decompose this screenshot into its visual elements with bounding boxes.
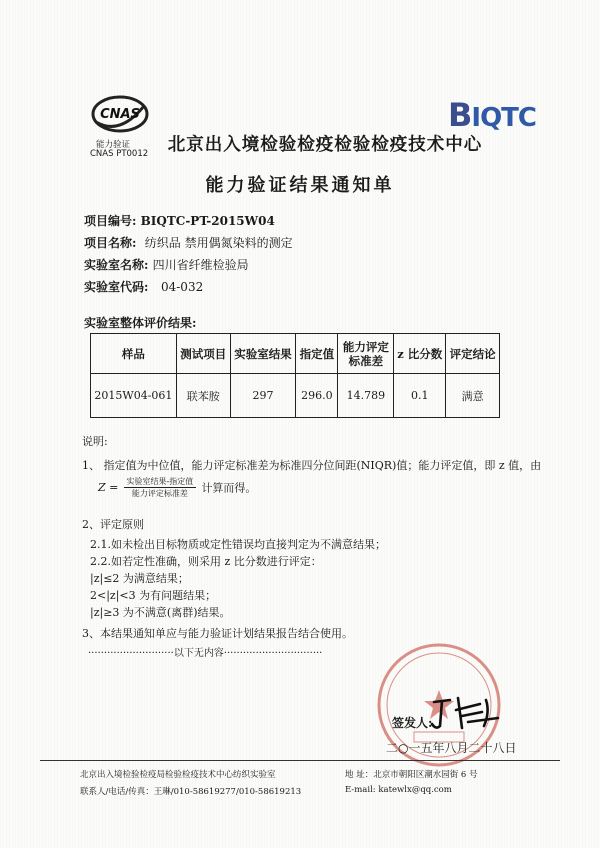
project-name: 项目名称: 纺织品 禁用偶氮染料的测定 bbox=[84, 236, 293, 250]
lab-code: 实验室代码: 04-032 bbox=[84, 280, 204, 294]
overall-label: 实验室整体评价结果: bbox=[84, 316, 197, 330]
header-sample: 样品 bbox=[91, 334, 177, 374]
project-number: 项目编号: BIQTC-PT-2015W04 bbox=[84, 214, 275, 228]
footer-divider bbox=[40, 760, 560, 761]
issue-date: 二○一五年八月二十八日 bbox=[386, 741, 517, 755]
rule-unsatisfactory: |z|≥3 为不满意(离群)结果。 bbox=[90, 606, 231, 619]
document-title: 能力验证结果通知单 bbox=[205, 175, 395, 196]
footer-org: 北京出入境检验检疫局检验检疫技术中心纺织实验室 bbox=[80, 770, 276, 780]
formula-fraction: $\frac{\text{实验室结果-指定值}}{\text{能力评定标准差}}$ bbox=[124, 476, 197, 499]
cnas-sub-label: 能力验证 bbox=[96, 140, 131, 150]
table-header-row bbox=[91, 334, 500, 374]
header-lab-result: 实验室结果 bbox=[230, 334, 296, 374]
footer-address: 地 址：北京市朝阳区潮水园街 6 号 bbox=[345, 770, 478, 780]
cell-sample: 2015W04-061 bbox=[91, 374, 177, 418]
cell-assigned: 296.0 bbox=[296, 374, 338, 418]
lab-name: 实验室名称: 四川省纤维检验局 bbox=[84, 258, 249, 272]
note-2-2: 2.2.如若定性准确，则采用 z 比分数进行评定： bbox=[90, 555, 322, 568]
cell-conclusion: 满意 bbox=[446, 374, 500, 418]
rule-questionable: 2<|z|<3 为有问题结果； bbox=[90, 589, 217, 602]
cnas-code: CNAS PT0012 bbox=[90, 149, 149, 159]
z-formula: Z = $\frac{\text{实验室结果-指定值}}{\text{能力评定标准差}}$ 计算而得。 bbox=[98, 477, 257, 498]
biqtc-logo: BIQTC bbox=[448, 96, 536, 134]
org-title: 北京出入境检验检疫检验检疫技术中心 bbox=[167, 135, 483, 155]
notes-heading: 说明: bbox=[82, 435, 108, 448]
cnas-logo bbox=[90, 92, 150, 136]
results-table bbox=[90, 333, 500, 418]
cell-lab-result: 297 bbox=[230, 374, 296, 418]
footer-contact: 联系人/电话/传真：王琳/010-58619277/010-58619213 bbox=[80, 787, 302, 797]
header-sd: 能力评定 标准差 bbox=[338, 334, 394, 374]
footer-email: E-mail: katewlx@qq.com bbox=[345, 785, 452, 795]
note-2: 2、评定原则 bbox=[82, 518, 144, 531]
cell-item: 联苯胺 bbox=[176, 374, 230, 418]
note-2-1: 2.1.如未检出目标物质或定性错误均直接判定为不满意结果； bbox=[90, 538, 386, 551]
header-conclusion: 评定结论 bbox=[446, 334, 500, 374]
note-3: 3、本结果通知单应与能力验证计划结果报告结合使用。 bbox=[82, 627, 353, 640]
end-of-content: ···························以下无内容······························· bbox=[88, 648, 323, 659]
note-1: 1、 指定值为中位值，能力评定标准差为标准四分位间距(NIQR)值；能力评定值，即 z 值，由 bbox=[82, 459, 542, 472]
signature-icon bbox=[428, 692, 518, 732]
svg-text:CNAS: CNAS bbox=[100, 107, 140, 122]
cell-z: 0.1 bbox=[394, 374, 446, 418]
table-row bbox=[91, 374, 500, 418]
cell-sd: 14.789 bbox=[338, 374, 394, 418]
header-assigned: 指定值 bbox=[296, 334, 338, 374]
header-item: 测试项目 bbox=[176, 334, 230, 374]
header-z: z 比分数 bbox=[394, 334, 446, 374]
signer-label: 签发人: bbox=[392, 716, 433, 730]
rule-satisfactory: |z|≤2 为满意结果； bbox=[90, 572, 189, 585]
